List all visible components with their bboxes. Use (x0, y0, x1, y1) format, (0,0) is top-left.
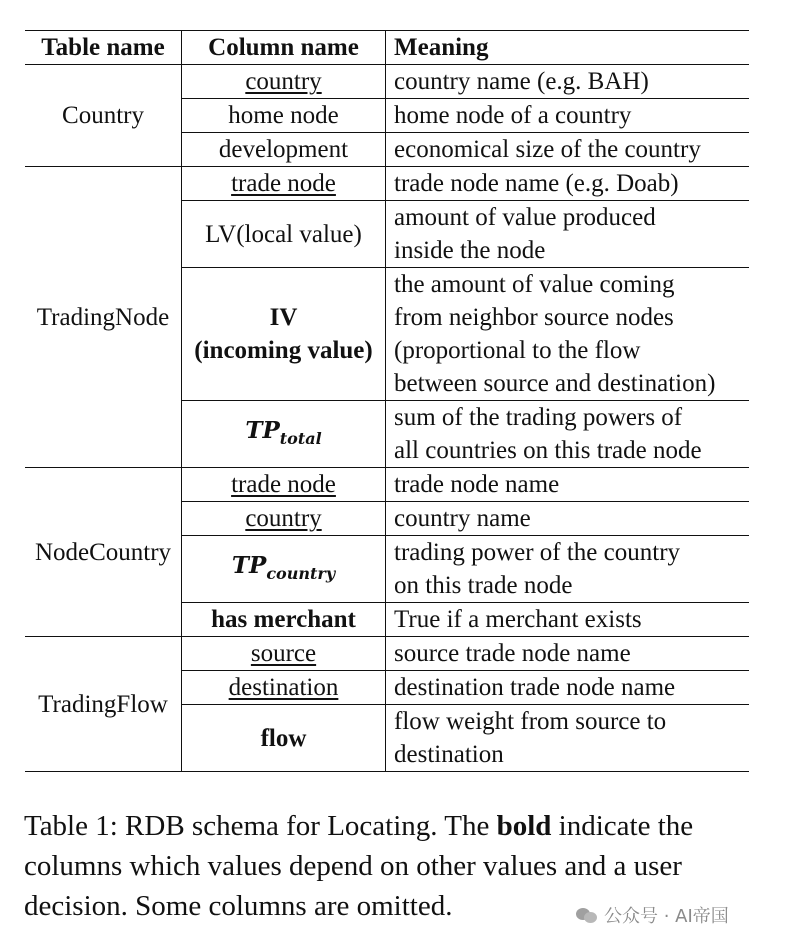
table-name-cell: NodeCountry (25, 468, 182, 637)
meaning-line: home node of a country (394, 102, 632, 129)
key-column-name: source (250, 640, 317, 667)
tp-main: TP (245, 416, 280, 444)
table-name-cell: TradingFlow (25, 637, 182, 772)
column-name-cell (182, 65, 386, 99)
meaning-cell (386, 705, 750, 772)
column-name: flow (260, 724, 307, 752)
column-name: development (218, 136, 349, 163)
meaning-line: flow weight from source to (394, 708, 667, 735)
table-row (25, 167, 749, 201)
column-name-cell (182, 133, 386, 167)
tp-symbol (231, 551, 336, 583)
key-column-name: trade node (231, 170, 336, 197)
meaning-line: sum of the trading powers of (394, 404, 683, 431)
meaning-cell (386, 603, 750, 637)
meaning-cell (386, 133, 750, 167)
caption-prefix: Table 1: RDB schema for Locating. The (24, 810, 497, 842)
column-name: home node (228, 102, 339, 129)
table-row (25, 65, 749, 99)
meaning-line: source trade node name (394, 640, 631, 667)
caption-suffix: indicate the columns which values depend on other values and a user decision. Some columns are omitted. (24, 810, 694, 922)
meaning-cell (386, 502, 750, 536)
column-name-cell (182, 671, 386, 705)
meaning-line: trade node name (394, 471, 560, 498)
column-name-line2: (incoming value) (194, 337, 373, 364)
tp-subscript: total (279, 428, 322, 448)
meaning-line: all countries on this trade node (394, 437, 702, 464)
key-column-name: country (245, 505, 322, 532)
header-table-name: Table name (25, 31, 182, 65)
watermark (576, 902, 729, 928)
meaning-cell (386, 536, 750, 603)
header-meaning: Meaning (386, 31, 750, 65)
meaning-line: country name (394, 505, 531, 532)
meaning-line: trading power of the country (394, 539, 681, 566)
schema-table (25, 30, 749, 772)
column-name-cell (182, 502, 386, 536)
meaning-line: amount of value produced (394, 204, 656, 231)
tp-symbol (245, 416, 322, 448)
meaning-line: inside the node (394, 237, 546, 264)
meaning-line: on this trade node (394, 572, 573, 599)
caption-bold-word: bold (496, 810, 552, 842)
column-name: has merchant (211, 606, 356, 633)
meaning-line: trade node name (e.g. Doab) (394, 170, 679, 197)
column-name: LV(local value) (205, 220, 362, 248)
table-row (25, 637, 749, 671)
meaning-line: destination (394, 741, 504, 768)
table-header-row (25, 31, 749, 65)
meaning-cell (386, 65, 750, 99)
meaning-cell (386, 401, 750, 468)
meaning-cell (386, 671, 750, 705)
meaning-line: True if a merchant exists (394, 606, 642, 633)
column-name-cell (182, 167, 386, 201)
column-name-cell (182, 637, 386, 671)
column-name-cell (182, 705, 386, 772)
tp-subscript: country (266, 563, 336, 583)
column-name-cell (182, 468, 386, 502)
key-column-name: country (245, 68, 322, 95)
key-column-name: trade node (231, 471, 336, 498)
column-name: IV (269, 304, 298, 331)
watermark-text: 公众号 · AI帝国 (604, 906, 729, 927)
tp-main: TP (231, 551, 267, 579)
column-name-cell (182, 603, 386, 637)
meaning-line: (proportional to the flow (394, 337, 641, 364)
meaning-cell (386, 201, 750, 268)
header-column-name: Column name (182, 31, 386, 65)
meaning-line: destination trade node name (394, 674, 676, 701)
wechat-icon (576, 906, 598, 924)
table-row (25, 468, 749, 502)
meaning-line: country name (e.g. BAH) (394, 68, 649, 95)
column-name-cell (182, 536, 386, 603)
column-name-cell (182, 201, 386, 268)
meaning-line: from neighbor source nodes (394, 304, 674, 331)
meaning-line: economical size of the country (394, 136, 701, 163)
meaning-cell (386, 99, 750, 133)
column-name-cell (182, 268, 386, 401)
meaning-cell (386, 468, 750, 502)
column-name-cell (182, 99, 386, 133)
meaning-cell (386, 637, 750, 671)
meaning-line: the amount of value coming (394, 271, 675, 298)
meaning-cell (386, 167, 750, 201)
column-name-cell (182, 401, 386, 468)
meaning-cell (386, 268, 750, 401)
table-name-cell: TradingNode (25, 167, 182, 468)
key-column-name: destination (228, 674, 339, 701)
table-body (25, 65, 749, 772)
meaning-line: between source and destination) (394, 370, 716, 397)
table-name-cell: Country (25, 65, 182, 167)
